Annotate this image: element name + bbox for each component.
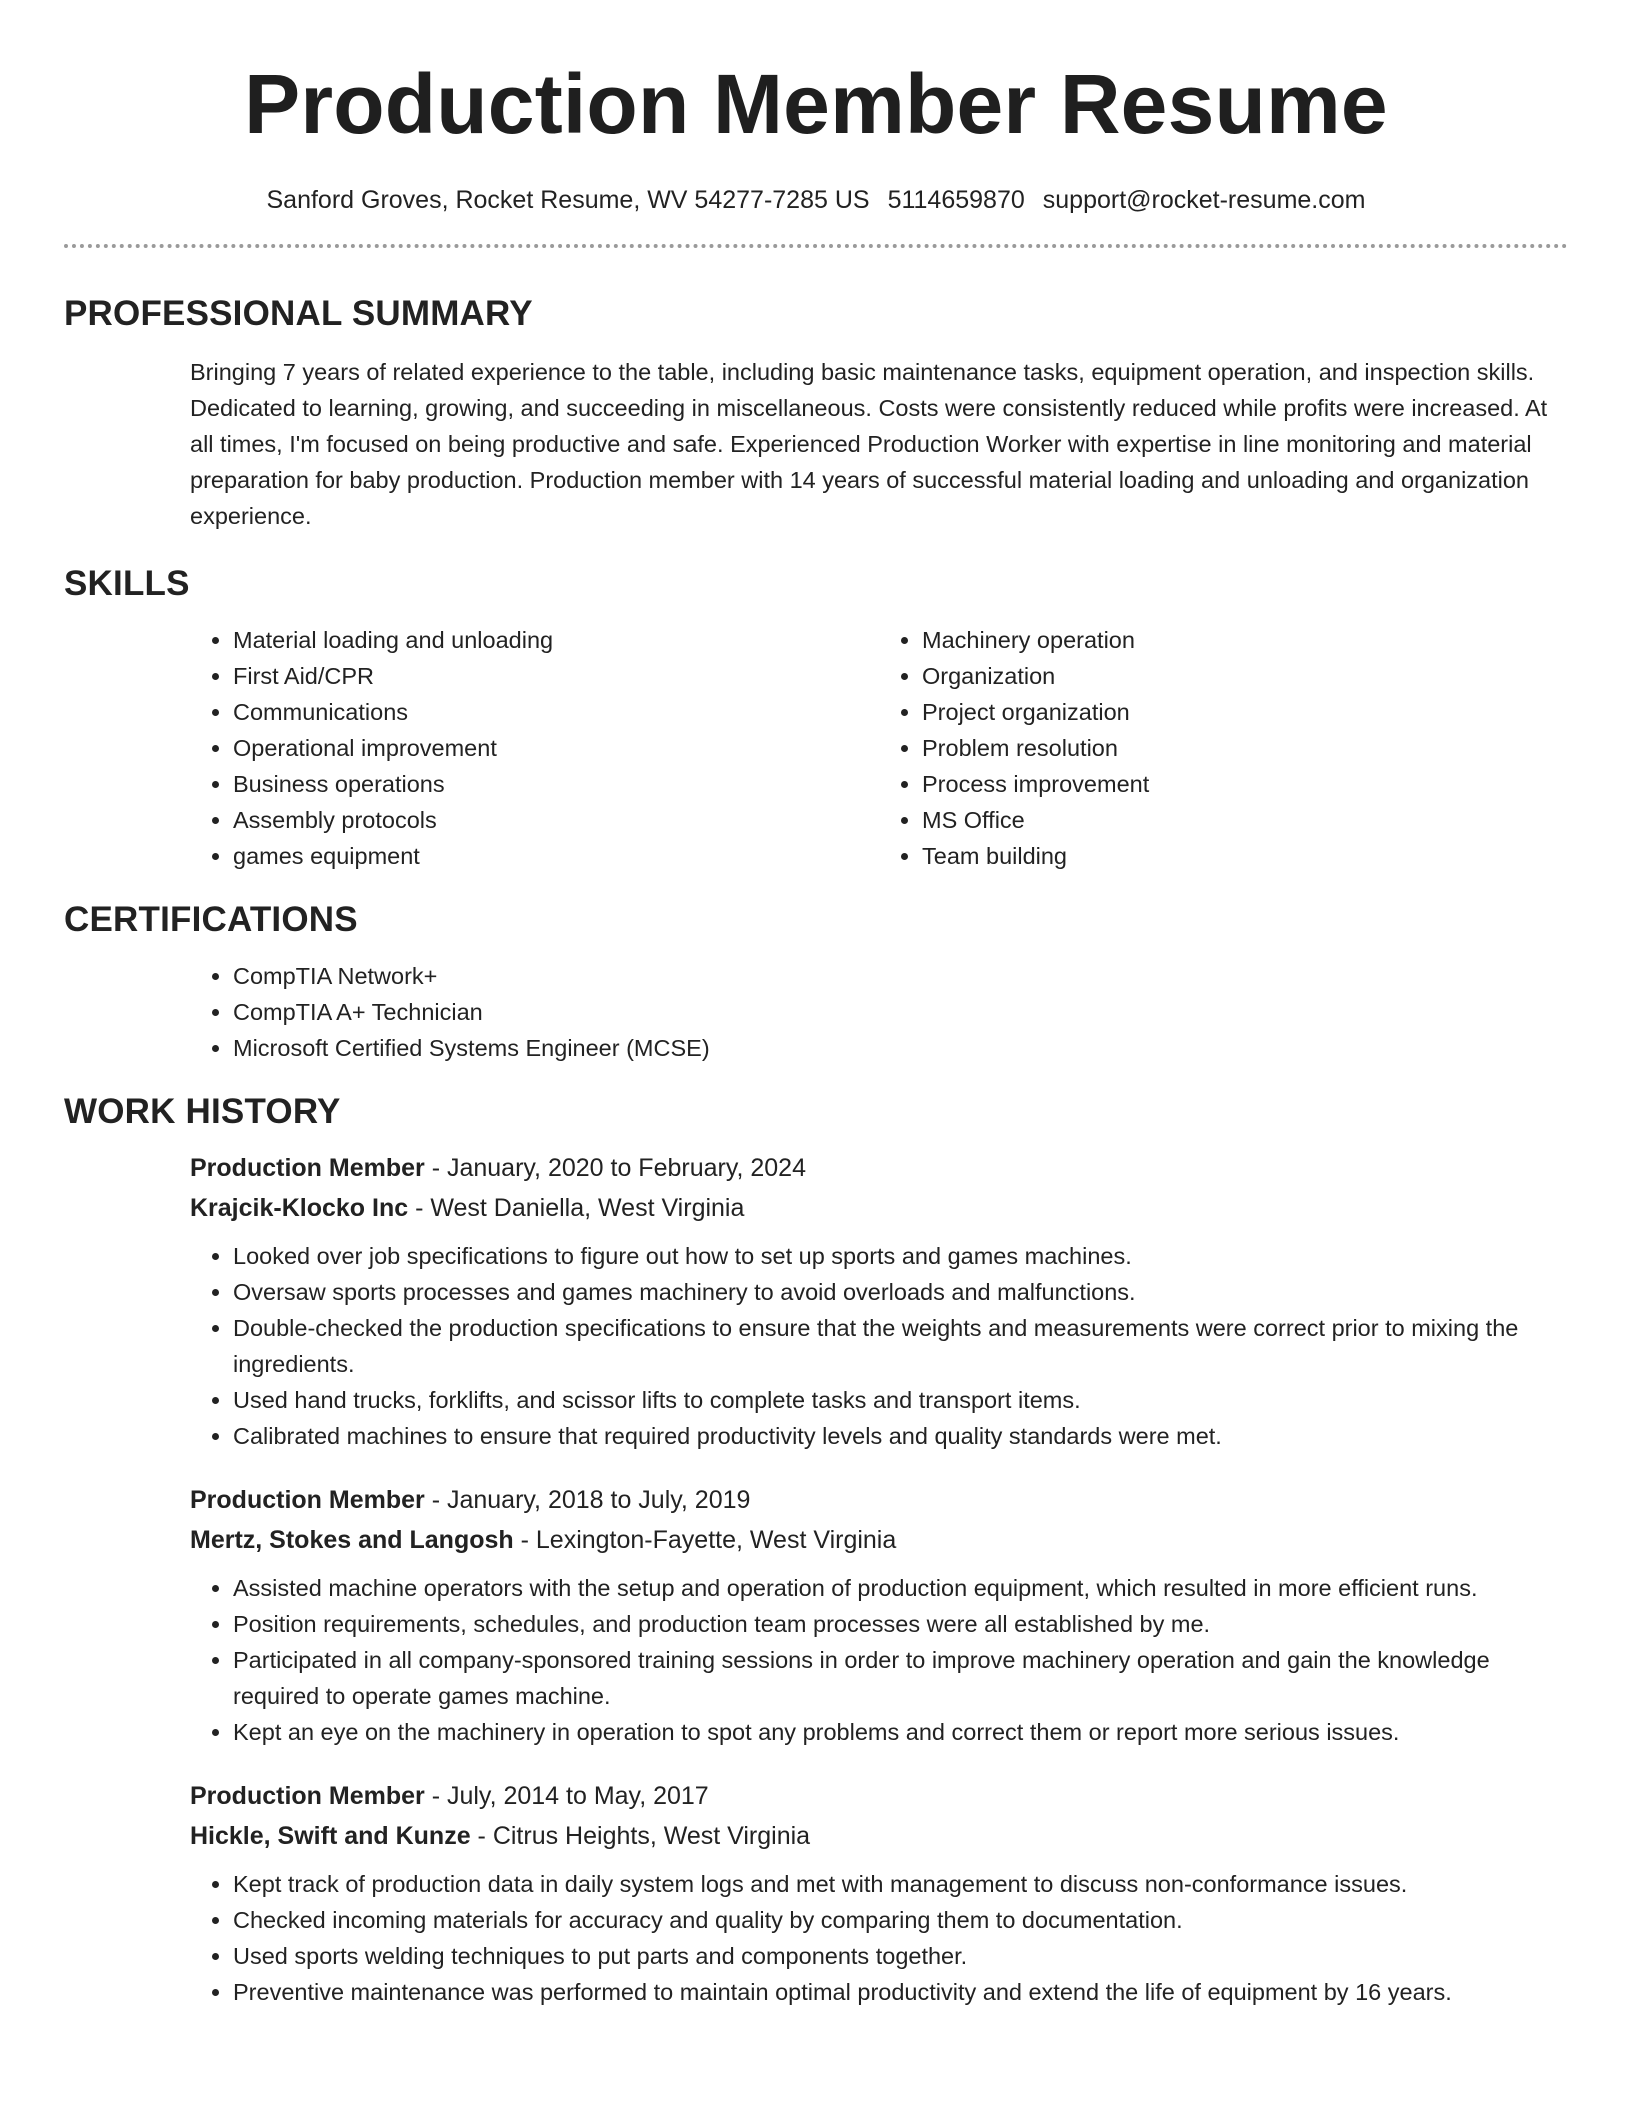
job-company: Hickle, Swift and Kunze bbox=[190, 1822, 471, 1850]
job-bullets bbox=[190, 1570, 1568, 1750]
job-dates: - January, 2020 to February, 2024 bbox=[424, 1154, 806, 1182]
job-bullet: • Assisted machine operators with the setup and operation of production equipment, which resulted in more efficient runs. bbox=[233, 1570, 1568, 1606]
skills-right-list bbox=[879, 622, 1568, 874]
contact-email: support@rocket-resume.com bbox=[1042, 186, 1366, 214]
skill-item: • MS Office bbox=[922, 802, 1568, 838]
skills-heading: SKILLS bbox=[64, 564, 190, 603]
job-bullet: • Participated in all company-sponsored training sessions in order to improve machinery operation and gain the knowledge required to operate games machine. bbox=[233, 1642, 1568, 1714]
job-location: - Citrus Heights, West Virginia bbox=[470, 1822, 811, 1850]
skill-item: • First Aid/CPR bbox=[233, 658, 879, 694]
job-bullet: • Oversaw sports processes and games machinery to avoid overloads and malfunctions. bbox=[233, 1274, 1568, 1310]
header-divider bbox=[64, 244, 1568, 248]
job-title: Production Member bbox=[190, 1782, 425, 1810]
summary-text: Bringing 7 years of related experience to the table, including basic maintenance tasks, equipment operation, and inspection skills. Dedicated to learning, growing, and succeeding in miscellaneous. Costs were consistently reduced while profits were increased. At all times, I'm focused on being productive and safe. Experienced Production Worker with expertise in line monitoring and material preparation for baby production. Production member with 14 years of successful material loading and unloading and organization experience. bbox=[190, 359, 1548, 529]
job-bullet: • Calibrated machines to ensure that required productivity levels and quality standards were met. bbox=[233, 1418, 1568, 1454]
job-bullet: • Kept an eye on the machinery in operation to spot any problems and correct them or report more serious issues. bbox=[233, 1714, 1568, 1750]
resume-page bbox=[64, 0, 1568, 2010]
summary-heading: PROFESSIONAL SUMMARY bbox=[64, 294, 533, 333]
certifications-block bbox=[190, 958, 1568, 1066]
skill-item: • Communications bbox=[233, 694, 879, 730]
skill-item: • Organization bbox=[922, 658, 1568, 694]
resume-title: Production Member Resume bbox=[244, 57, 1388, 151]
job-company-line bbox=[190, 1520, 1568, 1560]
job-bullet: • Kept track of production data in daily system logs and met with management to discuss non-conformance issues. bbox=[233, 1866, 1568, 1902]
contact-address: Sanford Groves, Rocket Resume, WV 54277-7285 US bbox=[266, 186, 870, 214]
job-bullets bbox=[190, 1238, 1568, 1454]
contact-line bbox=[64, 184, 1568, 216]
skills-left-list bbox=[190, 622, 879, 874]
skills-grid bbox=[190, 622, 1568, 874]
job-bullet: • Used hand trucks, forklifts, and scissor lifts to complete tasks and transport items. bbox=[233, 1382, 1568, 1418]
certification-item: • Microsoft Certified Systems Engineer (MCSE) bbox=[233, 1030, 1568, 1066]
job-bullet: • Double-checked the production specifications to ensure that the weights and measurements were correct prior to mixing the ingredients. bbox=[233, 1310, 1568, 1382]
contact-phone: 5114659870 bbox=[887, 186, 1025, 214]
job-title: Production Member bbox=[190, 1154, 425, 1182]
skill-item: • games equipment bbox=[233, 838, 879, 874]
job-dates: - July, 2014 to May, 2017 bbox=[424, 1782, 709, 1810]
job-entry bbox=[190, 1148, 1568, 1454]
skill-item: • Business operations bbox=[233, 766, 879, 802]
skill-item: • Team building bbox=[922, 838, 1568, 874]
job-title-line bbox=[190, 1148, 1568, 1188]
certifications-heading: CERTIFICATIONS bbox=[64, 900, 358, 939]
job-bullet: • Checked incoming materials for accuracy and quality by comparing them to documentation. bbox=[233, 1902, 1568, 1938]
certification-item: • CompTIA Network+ bbox=[233, 958, 1568, 994]
job-bullet: • Looked over job specifications to figure out how to set up sports and games machines. bbox=[233, 1238, 1568, 1274]
job-entry bbox=[190, 1480, 1568, 1750]
skill-item: • Assembly protocols bbox=[233, 802, 879, 838]
skill-item: • Machinery operation bbox=[922, 622, 1568, 658]
job-company: Krajcik-Klocko Inc bbox=[190, 1194, 409, 1222]
job-bullet: • Preventive maintenance was performed to maintain optimal productivity and extend the life of equipment by 16 years. bbox=[233, 1974, 1568, 2010]
job-company: Mertz, Stokes and Langosh bbox=[190, 1526, 514, 1554]
skill-item: • Material loading and unloading bbox=[233, 622, 879, 658]
job-title: Production Member bbox=[190, 1486, 425, 1514]
job-company-line bbox=[190, 1188, 1568, 1228]
job-entry bbox=[190, 1776, 1568, 2010]
job-location: - Lexington-Fayette, West Virginia bbox=[513, 1526, 897, 1554]
job-title-line bbox=[190, 1776, 1568, 1816]
skill-item: • Project organization bbox=[922, 694, 1568, 730]
job-bullets bbox=[190, 1866, 1568, 2010]
skill-item: • Problem resolution bbox=[922, 730, 1568, 766]
skill-item: • Operational improvement bbox=[233, 730, 879, 766]
work-heading: WORK HISTORY bbox=[64, 1092, 341, 1131]
job-bullet: • Used sports welding techniques to put parts and components together. bbox=[233, 1938, 1568, 1974]
job-location: - West Daniella, West Virginia bbox=[408, 1194, 745, 1222]
certifications-list bbox=[190, 958, 1568, 1066]
job-title-line bbox=[190, 1480, 1568, 1520]
job-bullet: • Position requirements, schedules, and production team processes were all established by me. bbox=[233, 1606, 1568, 1642]
skill-item: • Process improvement bbox=[922, 766, 1568, 802]
job-company-line bbox=[190, 1816, 1568, 1856]
certification-item: • CompTIA A+ Technician bbox=[233, 994, 1568, 1030]
job-dates: - January, 2018 to July, 2019 bbox=[424, 1486, 751, 1514]
